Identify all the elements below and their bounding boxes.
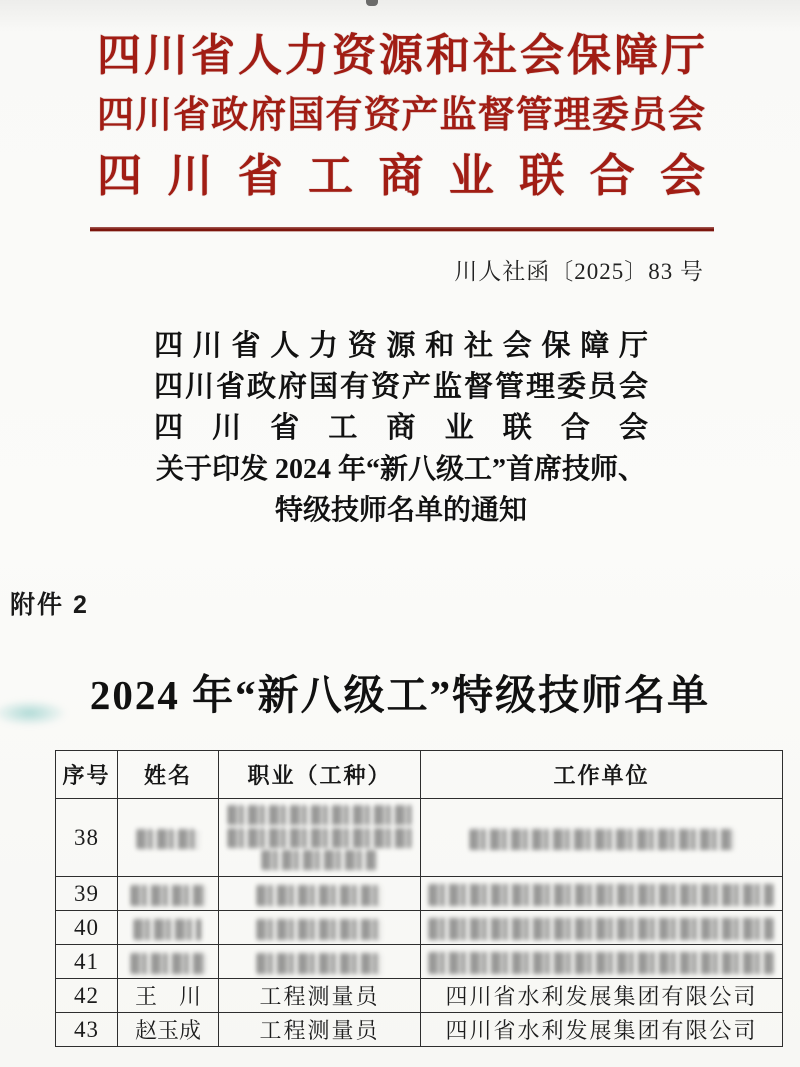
cell-occupation — [219, 945, 421, 979]
redacted-occupation-line — [228, 805, 412, 825]
table-row — [56, 945, 783, 979]
notice-title-line-5: 特级技师名单的通知 — [274, 495, 527, 526]
letterhead-org-2: 四川省政府国有资产监督管理委员会 — [97, 95, 705, 136]
cell-unit: 四川省水利发展集团有限公司 — [421, 1013, 783, 1047]
cell-name — [118, 799, 219, 877]
cell-no: 42 — [56, 979, 118, 1013]
letterhead — [97, 31, 705, 201]
notice-title-line-1: 四川省人力资源和社会保障厅 — [154, 330, 648, 362]
redacted-unit — [429, 952, 774, 974]
cell-unit — [421, 911, 783, 945]
cell-no: 39 — [56, 877, 118, 911]
notice-title-line-4: 关于印发 2024 年“新八级工”首席技师、 — [155, 454, 646, 485]
cell-no: 41 — [56, 945, 118, 979]
redacted-occupation-line — [262, 850, 377, 870]
table-header-row — [56, 751, 783, 799]
scan-artifact-speck — [366, 0, 378, 6]
redacted-occupation — [257, 953, 382, 974]
notice-title-line-3: 四川省工商业联合会 — [154, 412, 648, 444]
table-row — [56, 799, 783, 877]
col-header-unit: 工作单位 — [421, 751, 783, 799]
roster-table — [55, 750, 783, 1047]
cell-unit — [421, 945, 783, 979]
redacted-occupation-line — [228, 828, 412, 848]
letterhead-rule — [90, 227, 714, 231]
redacted-unit — [429, 884, 774, 906]
redacted-name — [137, 829, 200, 849]
redacted-unit — [429, 918, 774, 940]
table-row — [56, 877, 783, 911]
notice-title-line-2: 四川省政府国有资产监督管理委员会 — [154, 371, 648, 403]
cell-occupation — [219, 911, 421, 945]
cell-name — [118, 945, 219, 979]
redacted-name — [134, 919, 202, 940]
cell-occupation — [219, 877, 421, 911]
redacted-unit — [470, 829, 734, 850]
col-header-name: 姓名 — [118, 751, 219, 799]
letterhead-org-1: 四川省人力资源和社会保障厅 — [97, 31, 705, 80]
attachment-label: 附件 2 — [10, 591, 89, 619]
redacted-name — [131, 953, 206, 974]
cell-occupation: 工程测量员 — [219, 979, 421, 1013]
cell-name — [118, 911, 219, 945]
cell-unit — [421, 877, 783, 911]
cell-name: 王 川 — [118, 979, 219, 1013]
notice-title — [154, 326, 648, 531]
redacted-occupation — [257, 885, 382, 906]
cell-no: 43 — [56, 1013, 118, 1047]
cell-no: 38 — [56, 799, 118, 877]
cell-name — [118, 877, 219, 911]
table-row — [56, 911, 783, 945]
list-title: 2024 年“新八级工”特级技师名单 — [89, 672, 711, 718]
table-row — [56, 979, 783, 1013]
table-row — [56, 1013, 783, 1047]
cell-name: 赵玉成 — [118, 1013, 219, 1047]
letterhead-org-3: 四川省工商业联合会 — [97, 151, 705, 201]
redacted-occupation — [257, 919, 382, 940]
redacted-name — [131, 885, 206, 906]
cell-unit — [421, 799, 783, 877]
col-header-no: 序号 — [56, 751, 118, 799]
cell-unit: 四川省水利发展集团有限公司 — [421, 979, 783, 1013]
cell-occupation — [219, 799, 421, 877]
cell-occupation: 工程测量员 — [219, 1013, 421, 1047]
document-number: 川人社函〔2025〕83 号 — [454, 259, 704, 284]
col-header-occupation: 职业（工种） — [219, 751, 421, 799]
cell-no: 40 — [56, 911, 118, 945]
